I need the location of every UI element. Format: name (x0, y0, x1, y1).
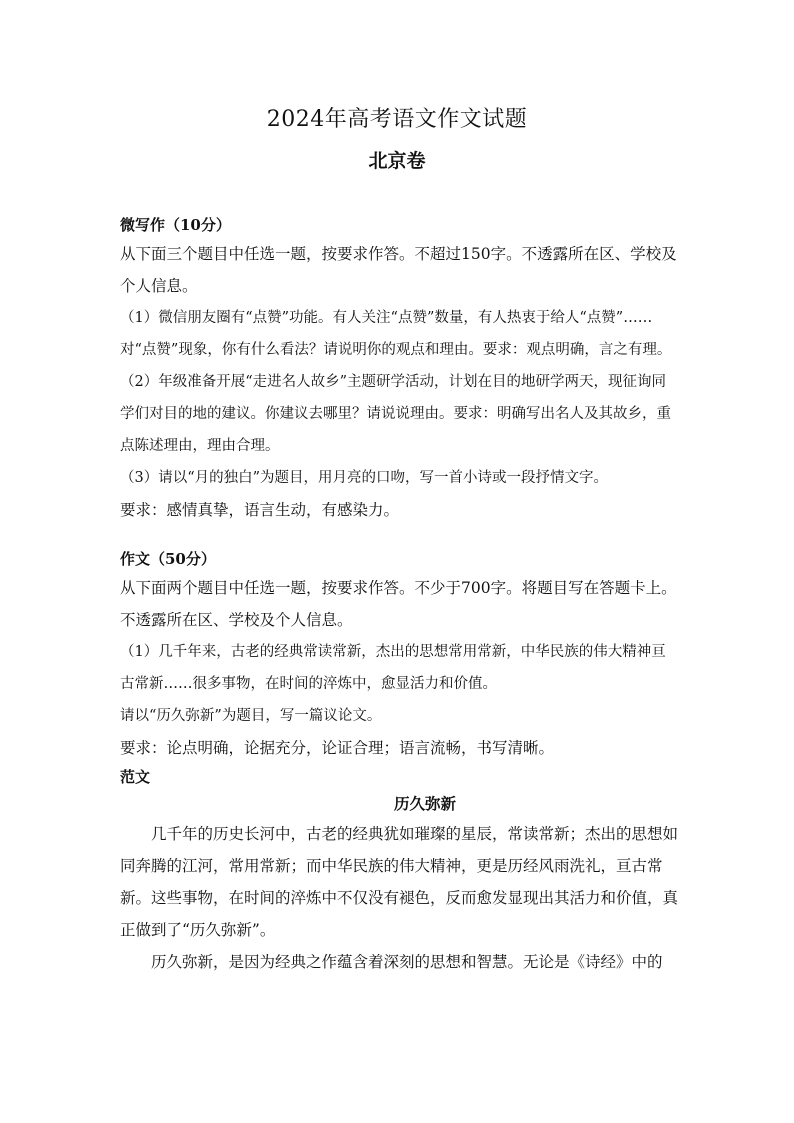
essay-heading: 作文（50分） (120, 550, 216, 568)
micro-writing-instruction: 从下面三个题目中任选一题，按要求作答。不超过150字。不透露所在区、学校及个人信息。 (120, 245, 677, 295)
micro-writing-heading: 微写作（10分） (120, 216, 231, 234)
sample-essay-paragraph: 历久弥新，是因为经典之作蕴含着深刻的思想和智慧。无论是《诗经》中的 (151, 953, 663, 971)
essay-question-1-requirement: 要求：论点明确，论据充分，论证合理；语言流畅，书写清晰。 (120, 739, 555, 757)
sample-essay-title: 历久弥新 (393, 794, 456, 813)
essay-question-1: （1）几千年来，古老的经典常读常新，杰出的思想常用常新，中华民族的伟大精神亘古常新……很多事物，在时间的淬炼中，愈显活力和价值。 (120, 644, 666, 692)
micro-question-2: （2）年级准备开展“走进名人故乡”主题研学活动，计划在目的地研学两天，现征询同学们对目的地的建议。你建议去哪里？请说说理由。要求：明确写出名人及其故乡，重点陈述理由，理由合理。 (120, 374, 671, 454)
micro-question-3: （3）请以“月的独白”为题目，用月亮的口吻，写一首小诗或一段抒情文字。 (120, 470, 609, 486)
page-title: 2024年高考语文作文试题 (266, 107, 528, 132)
essay-instruction: 从下面两个题目中任选一题，按要求作答。不少于700字。将题目写在答题卡上。不透露所在区、学校及个人信息。 (120, 579, 677, 629)
micro-question-3-requirement: 要求：感情真挚，语言生动，有感染力。 (120, 501, 400, 519)
micro-question-1: （1）微信朋友圈有“点赞”功能。有人关注“点赞”数量，有人热衷于给人“点赞”……对“点赞”现象，你有什么看法？请说明你的观点和理由。要求：观点明确，言之有理。 (120, 310, 672, 358)
sample-essay-paragraph: 几千年的历史长河中，古老的经典犹如璀璨的星辰，常读常新；杰出的思想如同奔腾的江河，常用常新；而中华民族的伟大精神，更是历经风雨洗礼，亘古常新。这些事物，在时间的淬炼中不仅没有褪色，反而愈发显现出其活力和价值，真正做到了“历久弥新”。 (120, 825, 679, 939)
page-subtitle: 北京卷 (368, 150, 426, 172)
document-body (120, 212, 680, 978)
essay-question-1-task: 请以“历久弥新”为题目，写一篇议论文。 (120, 708, 382, 724)
sample-essay-label: 范文 (120, 768, 151, 786)
